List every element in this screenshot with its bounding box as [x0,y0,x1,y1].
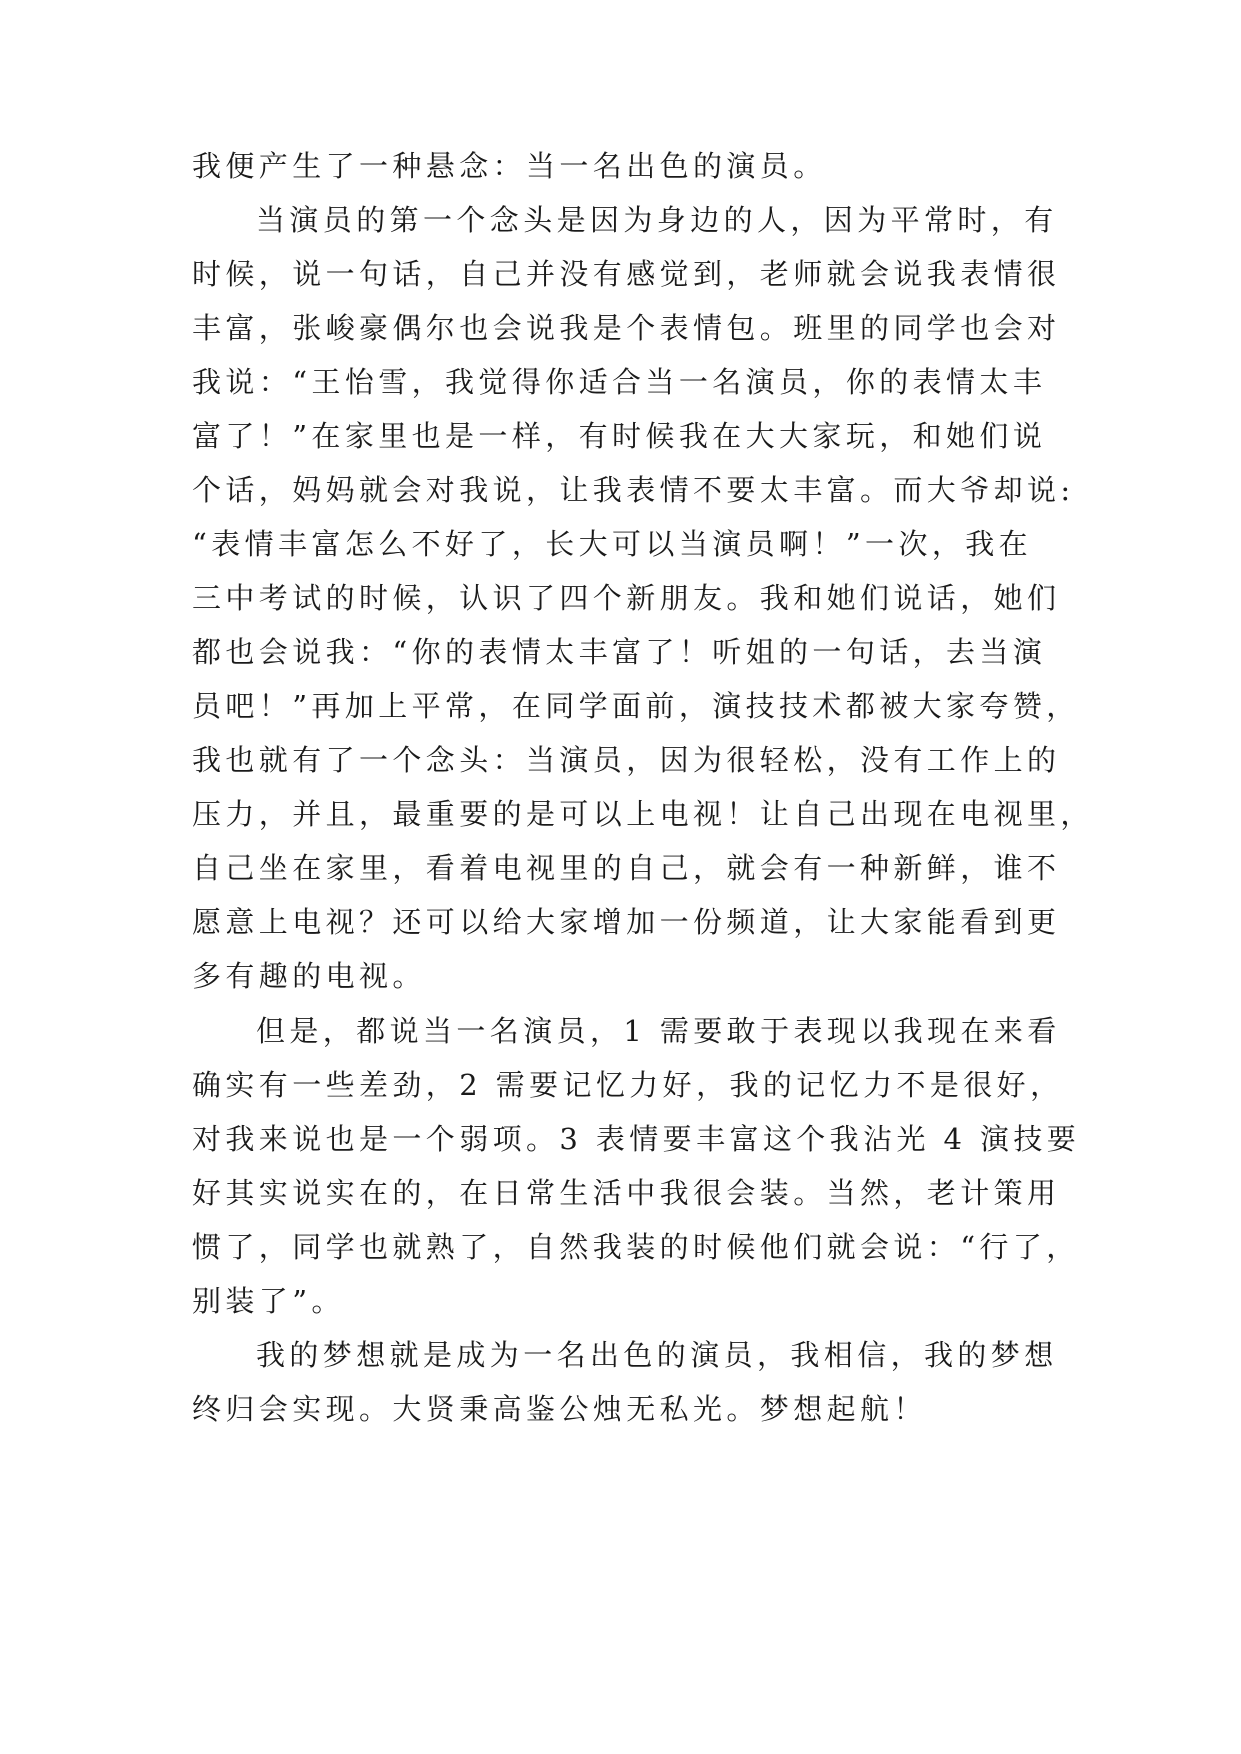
text-line: 惯了，同学也就熟了，自然我装的时候他们就会说：“行了， [192,1230,1080,1264]
text-line: 我便产生了一种悬念：当一名出色的演员。 [192,149,827,183]
text-line: 对我来说也是一个弱项。3 表情要丰富这个我沾光 4 演技要 [192,1122,1081,1156]
text-line: 多有趣的电视。 [192,959,426,993]
text-line: 三中考试的时候，认识了四个新朋友。我和她们说话，她们 [192,581,1061,615]
text-line: 富了！”在家里也是一样，有时候我在大大家玩，和她们说 [192,419,1047,453]
text-line: 丰富，张峻豪偶尔也会说我是个表情包。班里的同学也会对 [192,311,1061,345]
text-line: 都也会说我：“你的表情太丰富了！听姐的一句话，去当演 [192,635,1047,669]
text-line: 终归会实现。大贤秉高鉴公烛无私光。梦想起航！ [192,1392,927,1426]
text-line: 员吧！”再加上平常，在同学面前，演技技术都被大家夸赞， [192,689,1080,723]
text-line: 别装了”。 [192,1284,345,1318]
text-line: 个话，妈妈就会对我说，让我表情不要太丰富。而大爷却说: [192,473,1075,507]
text-line: 我也就有了一个念头：当演员，因为很轻松，没有工作上的 [192,743,1061,777]
paragraph-first-line: 当演员的第一个念头是因为身边的人，因为平常时，有 [256,203,1058,237]
text-line: 愿意上电视？还可以给大家增加一份频道，让大家能看到更 [192,905,1061,939]
text-line: 确实有一些差劲，2 需要记忆力好，我的记忆力不是很好， [192,1068,1064,1102]
text-line: 时候，说一句话，自己并没有感觉到，老师就会说我表情很 [192,257,1061,291]
text-line: “表情丰富怎么不好了，长大可以当演员啊！”一次，我在 [192,527,1033,561]
text-line: 好其实说实在的，在日常生活中我很会装。当然，老计策用 [192,1176,1061,1210]
text-line: 压力，并且，最重要的是可以上电视！让自己出现在电视里， [192,797,1094,831]
paragraph-first-line: 但是，都说当一名演员，1 需要敢于表现以我现在来看 [256,1014,1061,1048]
paragraph-first-line: 我的梦想就是成为一名出色的演员，我相信，我的梦想 [256,1338,1058,1372]
text-line: 自己坐在家里，看着电视里的自己，就会有一种新鲜，谁不 [192,851,1061,885]
text-line: 我说：“王怡雪，我觉得你适合当一名演员，你的表情太丰 [192,365,1047,399]
